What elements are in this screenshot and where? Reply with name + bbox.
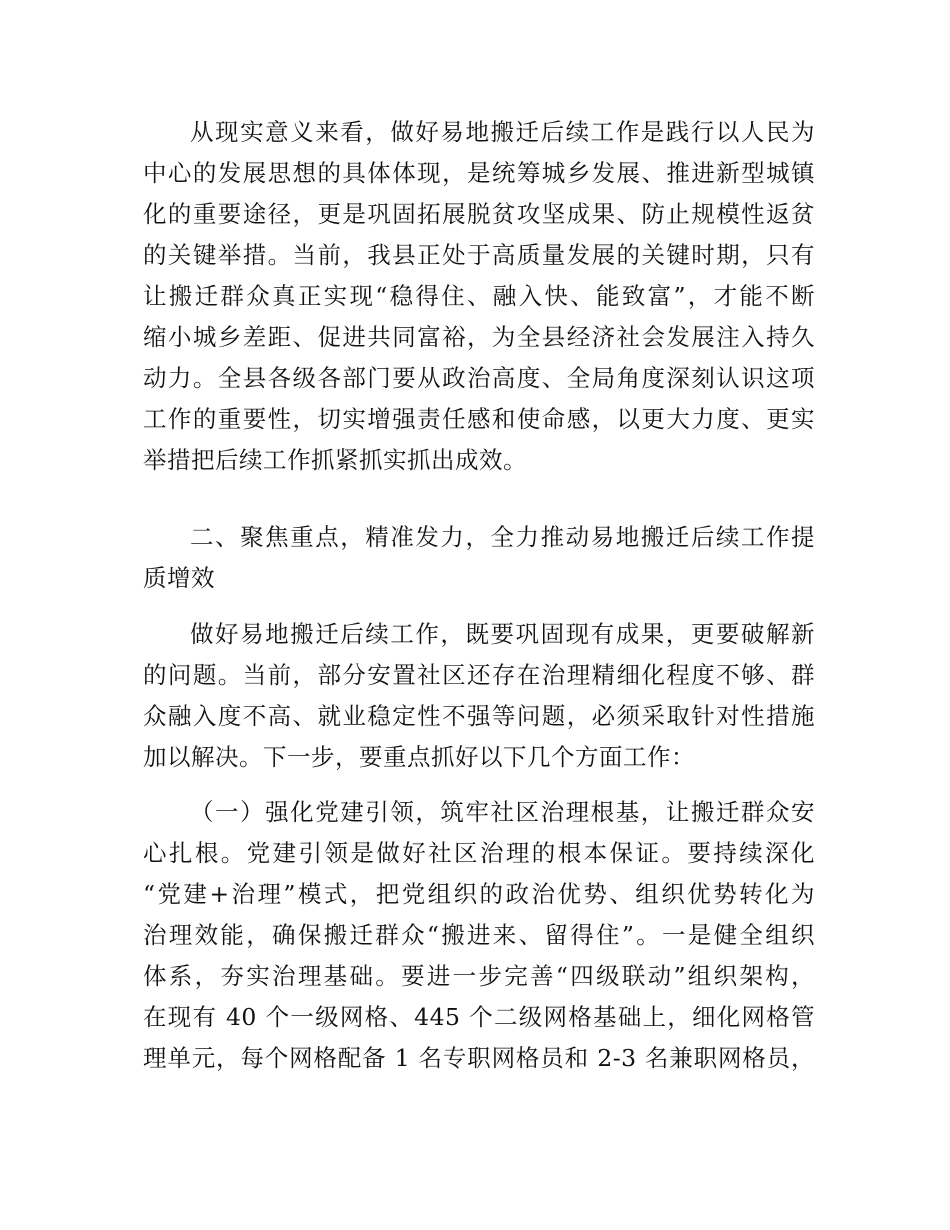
paragraph-1-line-9: 举措把后续工作抓紧抓实抓出成效。 <box>143 446 527 474</box>
paragraph-4-line-2: 心扎根。党建引领是做好社区治理的根本保证。要持续深化 <box>143 839 815 867</box>
paragraph-1-line-1: 从现实意义来看，做好易地搬迁后续工作是践行以人民为 <box>190 118 815 146</box>
paragraph-4-line-4: 治理效能，确保搬迁群众“搬进来、留得住”。一是健全组织 <box>143 921 815 949</box>
paragraph-1-line-2: 中心的发展思想的具体体现，是统筹城乡发展、推进新型城镇 <box>143 159 815 187</box>
paragraph-3-line-2: 的问题。当前，部分安置社区还存在治理精细化程度不够、群 <box>143 661 815 689</box>
paragraph-1-line-6: 缩小城乡差距、促进共同富裕，为全县经济社会发展注入持久 <box>143 323 815 351</box>
paragraph-3-line-1: 做好易地搬迁后续工作，既要巩固现有成果，更要破解新 <box>190 620 815 648</box>
paragraph-4-line-6: 在现有 40 个一级网格、445 个二级网格基础上，细化网格管 <box>143 1003 815 1031</box>
paragraph-1-line-3: 化的重要途径，更是巩固拓展脱贫攻坚成果、防止规模性返贫 <box>143 200 815 228</box>
section-heading-line-2: 质增效 <box>143 564 215 592</box>
paragraph-3-line-3: 众融入度不高、就业稳定性不强等问题，必须采取针对性措施 <box>143 702 815 730</box>
paragraph-4-line-5: 体系，夯实治理基础。要进一步完善“四级联动”组织架构， <box>143 962 815 990</box>
paragraph-3-line-4: 加以解决。下一步，要重点抓好以下几个方面工作： <box>143 743 695 771</box>
paragraph-1-line-7: 动力。全县各级各部门要从政治高度、全局角度深刻认识这项 <box>143 364 815 392</box>
paragraph-1-line-4: 的关键举措。当前，我县正处于高质量发展的关键时期，只有 <box>143 241 815 269</box>
paragraph-1-line-5: 让搬迁群众真正实现“稳得住、融入快、能致富”，才能不断 <box>143 282 815 310</box>
paragraph-4-line-1: （一）强化党建引领，筑牢社区治理根基，让搬迁群众安 <box>190 798 815 826</box>
section-heading-line-1: 二、聚焦重点，精准发力，全力推动易地搬迁后续工作提 <box>190 523 815 551</box>
paragraph-4-line-3: “党建+治理”模式，把党组织的政治优势、组织优势转化为 <box>143 880 815 908</box>
paragraph-1-line-8: 工作的重要性，切实增强责任感和使命感，以更大力度、更实 <box>143 405 815 433</box>
paragraph-4-line-7: 理单元，每个网格配备 1 名专职网格员和 2-3 名兼职网格员， <box>143 1044 815 1072</box>
